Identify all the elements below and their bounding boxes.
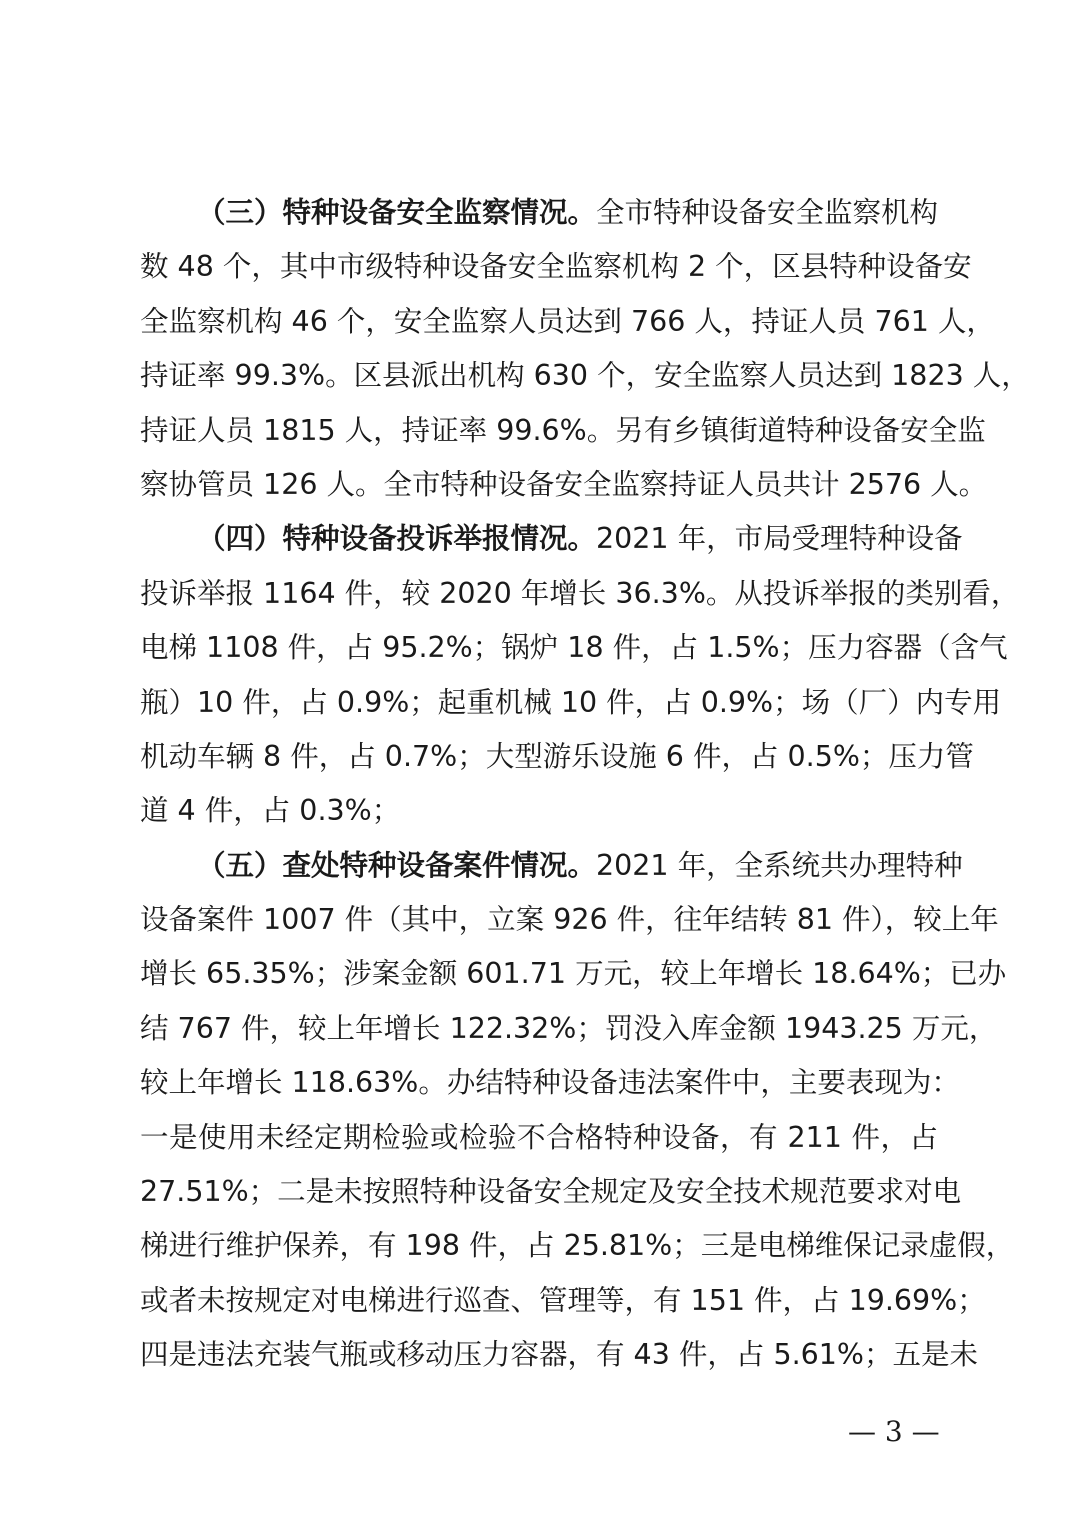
page-number: — 3 — — [848, 1415, 940, 1448]
paragraph-3-line-5: 持证人员 1815 人，持证率 99.6%。另有乡镇街道特种设备安全监 — [140, 413, 986, 447]
paragraph-5-line-10: 四是违法充装气瓶或移动压力容器，有 43 件，占 5.61%；五是未 — [140, 1338, 978, 1372]
paragraph-5-line-3: 增长 65.35%；涉案金额 601.71 万元，较上年增长 18.64%；已办 — [140, 957, 1007, 991]
paragraph-3-line-1 — [140, 186, 938, 240]
paragraph-5-line-5: 较上年增长 118.63%。办结特种设备违法案件中，主要表现为： — [140, 1066, 960, 1100]
paragraph-3-line-4: 持证率 99.3%。区县派出机构 630 个，安全监察人员达到 1823 人， — [140, 359, 1030, 393]
paragraph-5-text: 2021 年，全系统共办理特种 — [596, 848, 963, 882]
paragraph-5-line-6: 一是使用未经定期检验或检验不合格特种设备，有 211 件，占 — [140, 1120, 938, 1154]
paragraph-4-line-1 — [140, 512, 963, 566]
paragraph-4-line-4: 瓶）10 件，占 0.9%；起重机械 10 件，占 0.9%；场（厂）内专用 — [140, 685, 1002, 719]
paragraph-3-line-3: 全监察机构 46 个，安全监察人员达到 766 人，持证人员 761 人， — [140, 304, 995, 338]
paragraph-3-line-6: 察协管员 126 人。全市特种设备安全监察持证人员共计 2576 人。 — [140, 467, 988, 501]
paragraph-3-line-2: 数 48 个，其中市级特种设备安全监察机构 2 个，区县特种设备安 — [140, 250, 972, 284]
paragraph-5-line-8: 梯进行维护保养，有 198 件，占 25.81%；三是电梯维保记录虚假， — [140, 1229, 1015, 1263]
paragraph-4-line-3: 电梯 1108 件，占 95.2%；锅炉 18 件，占 1.5%；压力容器（含气 — [140, 631, 1008, 665]
document-body — [140, 186, 1030, 1383]
paragraph-5-line-7: 27.51%；二是未按照特种设备安全规定及安全技术规范要求对电 — [140, 1175, 962, 1209]
paragraph-3-text: 全市特种设备安全监察机构 — [596, 196, 939, 229]
paragraph-5-line-2: 设备案件 1007 件（其中，立案 926 件，往年结转 81 件），较上年 — [140, 903, 999, 937]
section-heading-3: （三）特种设备安全监察情况。 — [197, 196, 597, 229]
paragraph-4-line-2: 投诉举报 1164 件，较 2020 年增长 36.3%。从投诉举报的类别看， — [140, 576, 1020, 610]
section-heading-5: （五）查处特种设备案件情况。 — [197, 848, 597, 882]
paragraph-5-line-1 — [140, 839, 963, 893]
paragraph-4-line-6: 道 4 件，占 0.3%； — [140, 794, 401, 828]
paragraph-4-line-5: 机动车辆 8 件，占 0.7%；大型游乐设施 6 件，占 0.5%；压力管 — [140, 739, 974, 773]
paragraph-4-text: 2021 年，市局受理特种设备 — [596, 522, 963, 556]
paragraph-5-line-9: 或者未按规定对电梯进行巡查、管理等，有 151 件，占 19.69%； — [140, 1283, 986, 1317]
section-heading-4: （四）特种设备投诉举报情况。 — [197, 522, 597, 556]
paragraph-5-line-4: 结 767 件，较上年增长 122.32%；罚没入库金额 1943.25 万元， — [140, 1011, 998, 1045]
